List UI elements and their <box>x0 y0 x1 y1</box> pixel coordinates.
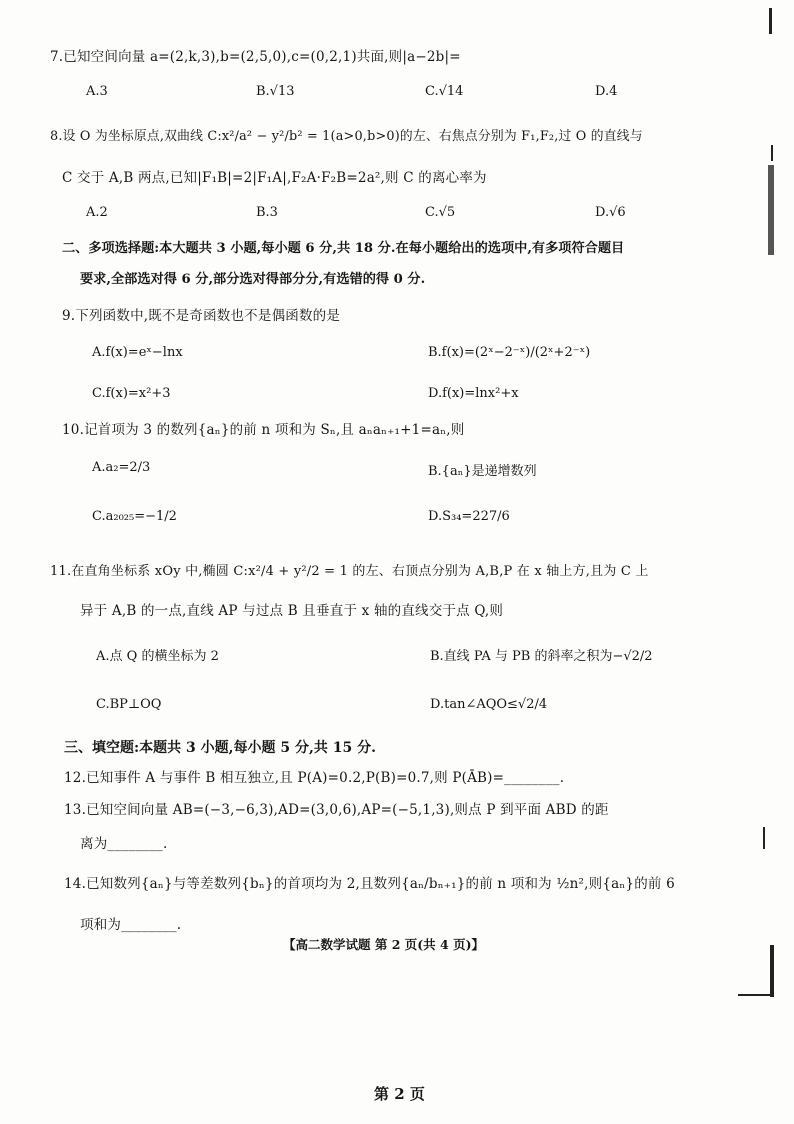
scan-edge-mark <box>738 994 772 996</box>
page-footer: 【高二数学试题 第 2 页(共 4 页)】 <box>283 937 484 952</box>
q8-option-d: D.√6 <box>595 205 626 220</box>
q13-stem-line1: 13.已知空间向量 AB=(−3,−6,3),AD=(3,0,6),AP=(−5,1,3),则点 P 到平面 ABD 的距 <box>64 802 609 818</box>
scan-edge-mark <box>763 827 765 849</box>
q7-option-b: B.√13 <box>256 84 295 99</box>
q11-option-a: A.点 Q 的横坐标为 2 <box>96 649 219 664</box>
q10-option-a: A.a₂=2/3 <box>92 460 151 475</box>
q8-stem-line2: C 交于 A,B 两点,已知|F₁B|=2|F₁A|,F₂A·F₂B=2a²,则 C 的离心率为 <box>62 170 487 186</box>
q7-option-c: C.√14 <box>425 84 464 99</box>
q7-stem: 7.已知空间向量 a=(2,k,3),b=(2,5,0),c=(0,2,1)共面,则|a−2b|= <box>50 49 461 65</box>
q9-stem: 9.下列函数中,既不是奇函数也不是偶函数的是 <box>62 308 341 324</box>
section2-heading-line1: 二、多项选择题:本大题共 3 小题,每小题 6 分,共 18 分.在每小题给出的选项中,有多项符合题目 <box>62 241 625 256</box>
q7-option-d: D.4 <box>595 84 618 99</box>
scan-edge-mark <box>768 165 774 255</box>
q11-option-b: B.直线 PA 与 PB 的斜率之积为−√2/2 <box>430 649 653 664</box>
q9-option-d: D.f(x)=lnx²+x <box>428 386 519 401</box>
q14-stem-line2: 项和为________. <box>80 917 182 933</box>
q12-stem: 12.已知事件 A 与事件 B 相互独立,且 P(A)=0.2,P(B)=0.7,则 P(ĀB)=________. <box>64 770 565 786</box>
q14-stem-line1: 14.已知数列{aₙ}与等差数列{bₙ}的首项均为 2,且数列{aₙ/bₙ₊₁}的前 n 项和为 ½n²,则{aₙ}的前 6 <box>64 876 675 892</box>
q9-option-a: A.f(x)=eˣ−lnx <box>92 345 183 360</box>
q9-option-c: C.f(x)=x²+3 <box>92 386 171 401</box>
section2-heading-line2: 要求,全部选对得 6 分,部分选对得部分分,有选错的得 0 分. <box>80 272 426 287</box>
q11-option-c: C.BP⊥OQ <box>96 697 162 712</box>
q11-option-d: D.tan∠AQO≤√2/4 <box>430 697 548 712</box>
q8-option-b: B.3 <box>256 205 278 220</box>
q8-option-c: C.√5 <box>425 205 456 220</box>
q8-option-a: A.2 <box>86 205 108 220</box>
q10-option-b: B.{aₙ}是递增数列 <box>428 464 537 479</box>
q7-option-a: A.3 <box>86 84 108 99</box>
scan-edge-mark <box>770 945 774 997</box>
section3-heading: 三、填空题:本题共 3 小题,每小题 5 分,共 15 分. <box>64 740 376 756</box>
q8-stem-line1: 8.设 O 为坐标原点,双曲线 C:x²/a² − y²/b² = 1(a>0,b>0)的左、右焦点分别为 F₁,F₂,过 O 的直线与 <box>50 129 643 144</box>
q11-stem-line2: 异于 A,B 的一点,直线 AP 与过点 B 且垂直于 x 轴的直线交于点 Q,则 <box>80 603 504 619</box>
scan-edge-mark <box>771 145 773 161</box>
q10-option-c: C.a₂₀₂₅=−1/2 <box>92 509 177 524</box>
q13-stem-line2: 离为________. <box>80 836 168 852</box>
page-number: 第 2 页 <box>374 1085 425 1103</box>
q11-stem-line1: 11.在直角坐标系 xOy 中,椭圆 C:x²/4 + y²/2 = 1 的左、右顶点分别为 A,B,P 在 x 轴上方,且为 C 上 <box>50 564 649 579</box>
q10-stem: 10.记首项为 3 的数列{aₙ}的前 n 项和为 Sₙ,且 aₙaₙ₊₁+1=aₙ,则 <box>62 422 465 438</box>
q9-option-b: B.f(x)=(2ˣ−2⁻ˣ)/(2ˣ+2⁻ˣ) <box>428 345 591 360</box>
q10-option-d: D.S₃₄=227/6 <box>428 509 510 524</box>
scan-edge-mark <box>769 8 772 34</box>
